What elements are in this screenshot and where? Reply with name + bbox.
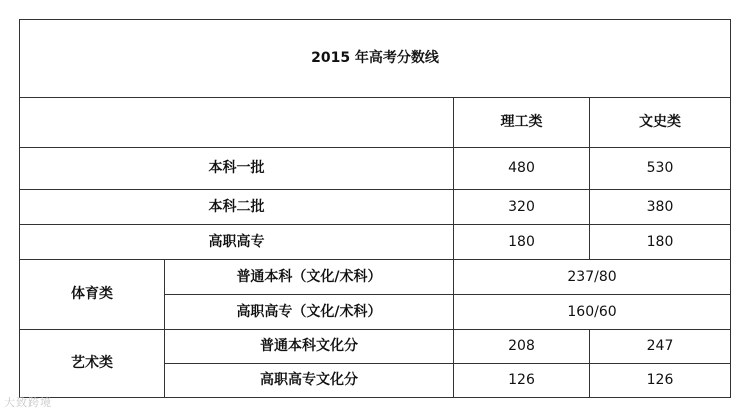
table-row [20, 148, 731, 190]
science-score: 480 [454, 148, 590, 190]
row-label: 普通本科（文化/术科） [165, 260, 454, 295]
table-row [20, 190, 731, 225]
row-label: 本科一批 [20, 148, 454, 190]
score-table [19, 19, 731, 398]
arts-score: 530 [590, 148, 731, 190]
arts-score: 126 [590, 364, 731, 398]
row-label: 高职高专（文化/术科） [165, 295, 454, 330]
row-label: 高职高专 [20, 225, 454, 260]
header-arts: 文史类 [590, 98, 731, 148]
title-row [20, 20, 731, 98]
sports-category: 体育类 [20, 260, 165, 330]
row-label: 普通本科文化分 [165, 330, 454, 364]
science-score: 208 [454, 330, 590, 364]
table-row [20, 330, 731, 364]
art-category: 艺术类 [20, 330, 165, 398]
science-score: 320 [454, 190, 590, 225]
table-title: 2015 年高考分数线 [20, 20, 731, 98]
table-row [20, 260, 731, 295]
combined-score: 160/60 [454, 295, 731, 330]
header-blank-cell [20, 98, 454, 148]
table-row [20, 225, 731, 260]
row-label: 本科二批 [20, 190, 454, 225]
header-row [20, 98, 731, 148]
arts-score: 180 [590, 225, 731, 260]
arts-score: 380 [590, 190, 731, 225]
arts-score: 247 [590, 330, 731, 364]
header-science: 理工类 [454, 98, 590, 148]
science-score: 126 [454, 364, 590, 398]
watermark: 大致跨境 [4, 396, 52, 409]
row-label: 高职高专文化分 [165, 364, 454, 398]
science-score: 180 [454, 225, 590, 260]
combined-score: 237/80 [454, 260, 731, 295]
